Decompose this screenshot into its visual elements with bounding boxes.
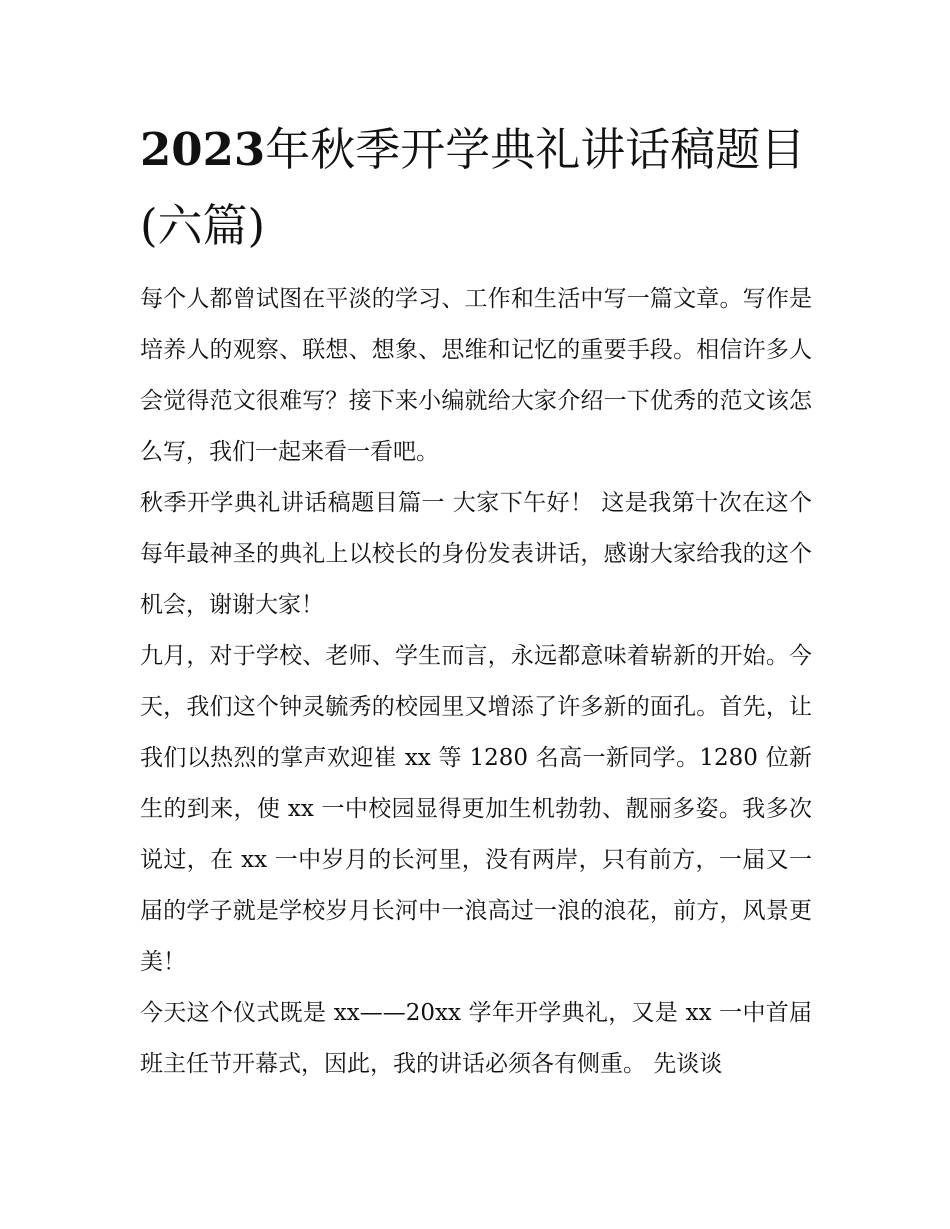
title-text: 年秋季开学典礼讲话稿题目(六篇) [140,123,806,252]
document-content [140,112,812,1090]
title-year: 2023 [140,123,266,176]
paragraph-ceremony: 今天这个仪式既是 xx——20xx 学年开学典礼，又是 xx 一中首届班主任节开幕式，因此，我的讲话必须各有侧重。 先谈谈 [140,1000,812,1077]
paragraph-september: 九月，对于学校、老师、学生而言，永远都意味着崭新的开始。今天，我们这个钟灵毓秀的校园里又增添了许多新的面孔。首先，让我们以热烈的掌声欢迎崔 xx 等 1280 名高一新同学。1280 位新生的到来，使 xx 一中校园显得更加生机勃勃、靓丽多姿。我多次说过，在 xx 一中岁月的长河里，没有两岸，只有前方，一届又一届的学子就是学校岁月长河中一浪高过一浪的浪花，前方，风景更美！ [140,643,812,975]
document-body [140,274,812,1090]
paragraph-intro: 每个人都曾试图在平淡的学习、工作和生活中写一篇文章。写作是培养人的观察、联想、想象、思维和记忆的重要手段。相信许多人会觉得范文很难写？接下来小编就给大家介绍一下优秀的范文该怎么写，我们一起来看一看吧。 [140,286,812,465]
paragraph-speech-opening: 秋季开学典礼讲话稿题目篇一 大家下午好！ 这是我第十次在这个每年最神圣的典礼上以校长的身份发表讲话，感谢大家给我的这个机会，谢谢大家！ [140,490,812,618]
document-title [140,112,812,264]
